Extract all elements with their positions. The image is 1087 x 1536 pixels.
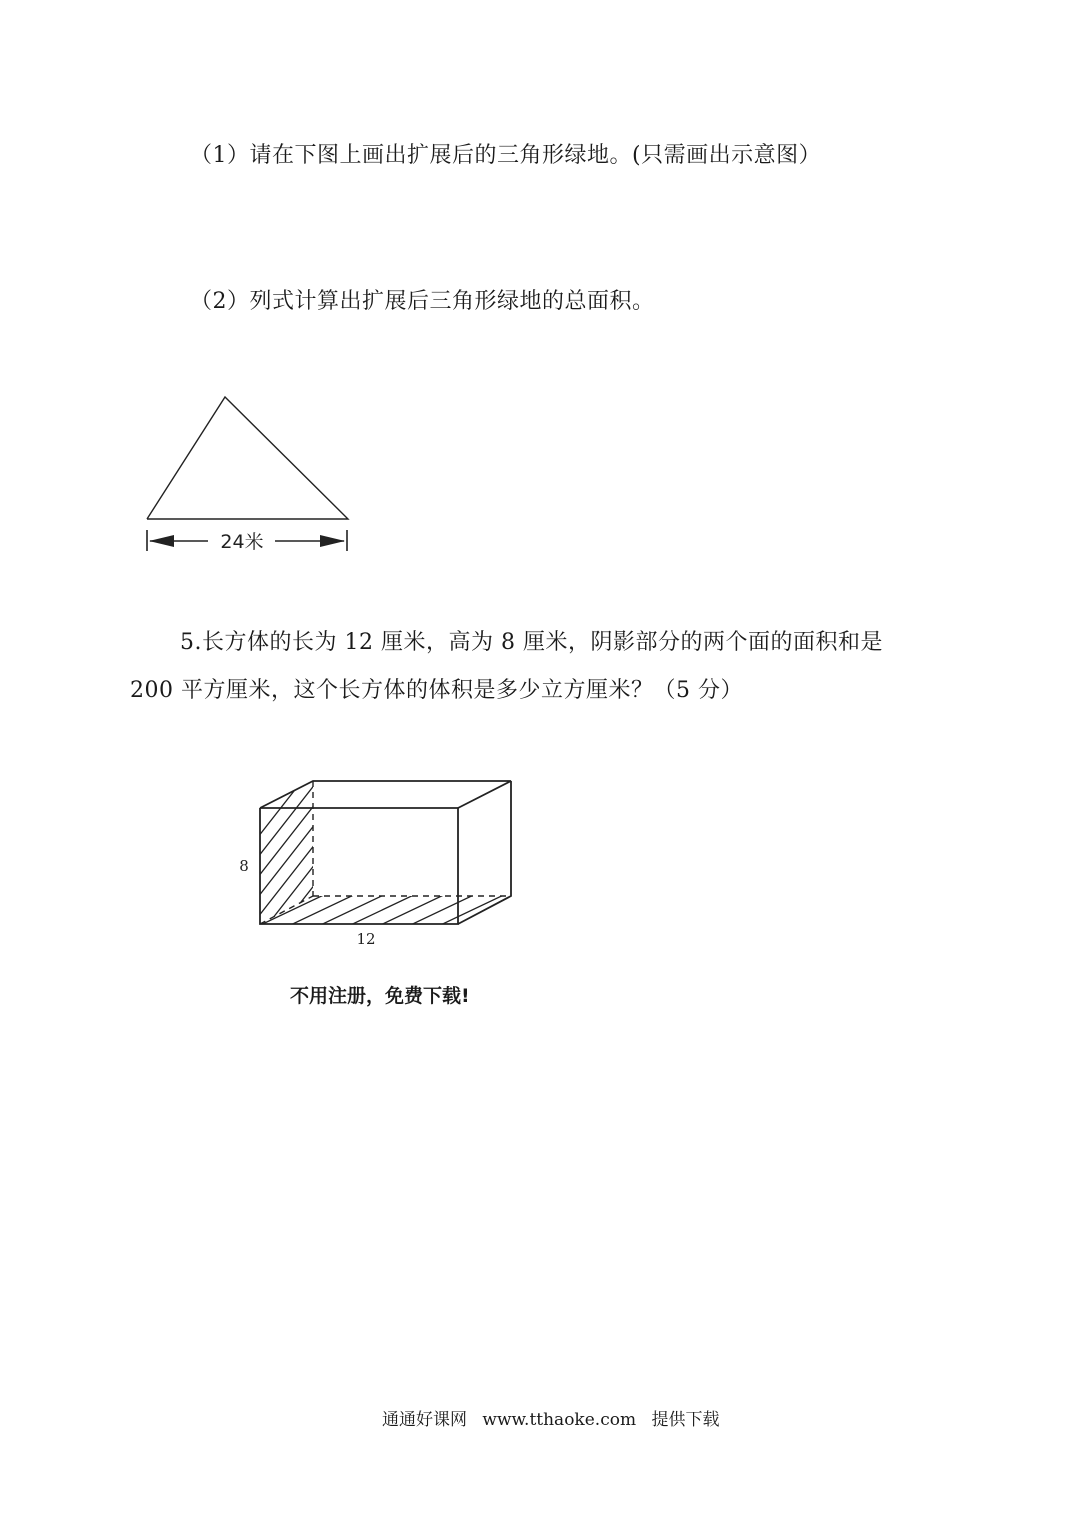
free-download-note: 不用注册，免费下载! <box>290 985 470 1007</box>
height-label: 8 <box>239 857 249 875</box>
shaded-left-face <box>240 745 330 1020</box>
question-5-line-1: 5.长方体的长为 12 厘米，高为 8 厘米，阴影部分的两个面的面积和是 <box>180 630 883 655</box>
footer-site-url[interactable]: www.tthaoke.com <box>482 1410 637 1430</box>
question-5-line-2: 200 平方厘米，这个长方体的体积是多少立方厘米？（5 分） <box>130 678 743 703</box>
footer-suffix: 提供下载 <box>651 1410 720 1430</box>
cuboid-edges <box>260 781 511 924</box>
length-label: 12 <box>356 930 376 948</box>
triangle-base-label: 24米 <box>220 531 264 553</box>
page-footer <box>382 1408 729 1432</box>
question-4-part-2: （2）列式计算出扩展后三角形绿地的总面积。 <box>190 289 655 314</box>
hidden-edges <box>260 781 511 924</box>
footer-site-name: 通通好课网 <box>382 1410 467 1430</box>
question-4-part-1: （1）请在下图上画出扩展后的三角形绿地。(只需画出示意图） <box>190 143 822 168</box>
